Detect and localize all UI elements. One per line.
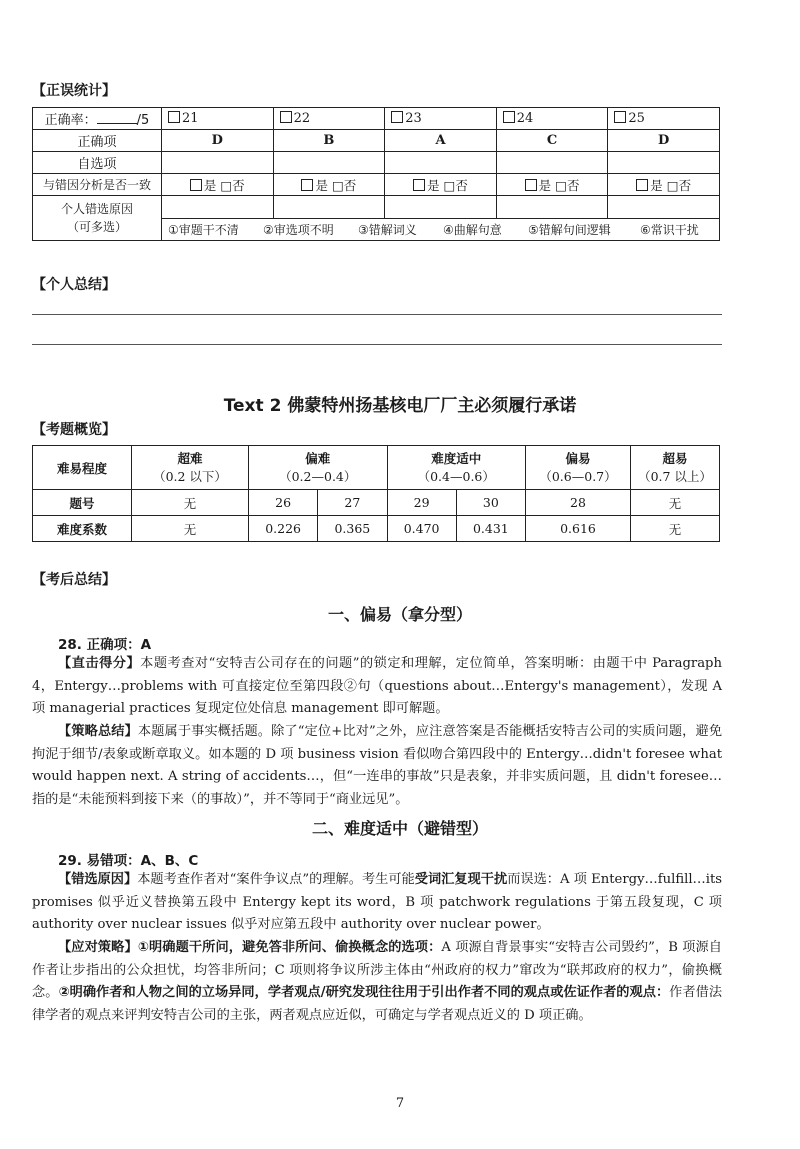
q24-header: 24 <box>496 108 608 130</box>
section-personal-summary: 【个人总结】 <box>32 277 116 293</box>
q25-header: 25 <box>608 108 720 130</box>
section-post-exam: 【考后总结】 <box>32 572 116 588</box>
reason-option[interactable]: ④曲解句意 <box>443 222 502 237</box>
write-line[interactable] <box>32 344 722 345</box>
section-correct-stats: 【正误统计】 <box>32 83 116 99</box>
q28-paragraph-2: 【策略总结】本题属于事实概括题。除了“定位+比对”之外，应注意答案是否能概括安特吉公司的实质问题，避免拘泥于细节/表象或断章取义。如本题的 D 项 business vision 看似吻合第四段中的 Entergy…didn't foresee what would happen next. A string of accidents…，但“一连串的事故”只是表象，并非实质问题，且 didn't foresee…指的是“未能预料到接下来（的事故）”，并不等同于“商业远见”。 <box>32 724 723 807</box>
accuracy-label: 正确率： <box>44 113 97 128</box>
question-number: 无 <box>132 490 249 516</box>
coefficient: 无 <box>132 516 249 542</box>
reason-option[interactable]: ⑥常识干扰 <box>640 222 699 237</box>
tag-label: 【直击得分】 <box>58 656 141 671</box>
reason-blank[interactable] <box>496 196 608 219</box>
q29-header: 29. 易错项：A、B、C <box>58 853 199 869</box>
question-number: 29 <box>387 490 456 516</box>
row-choice-label: 自选项 <box>33 152 162 174</box>
row-correct-label: 正确项 <box>33 130 162 152</box>
yes-no-cell[interactable]: 是 □否 <box>608 174 720 196</box>
yes-no-cell[interactable]: 是 □否 <box>385 174 497 196</box>
choice-cell[interactable] <box>162 152 274 174</box>
correct-answer: B <box>273 130 385 152</box>
q28-header: 28. 正确项：A <box>58 637 152 653</box>
checkbox[interactable] <box>301 179 313 191</box>
checkbox[interactable] <box>636 179 648 191</box>
tag-label: 【错选原因】 <box>58 872 138 887</box>
checkbox[interactable] <box>168 111 180 123</box>
row-reason-label: 个人错选原因 （可多选） <box>33 196 162 241</box>
correct-answer: D <box>162 130 274 152</box>
reason-option[interactable]: ③错解词义 <box>358 222 417 237</box>
accuracy-blank[interactable] <box>97 113 137 124</box>
correct-answer: D <box>608 130 720 152</box>
question-number: 28 <box>526 490 631 516</box>
difficulty-level: 超易 （0.7 以上） <box>631 446 720 490</box>
accuracy-cell <box>33 108 162 130</box>
checkbox[interactable] <box>503 111 515 123</box>
choice-cell[interactable] <box>385 152 497 174</box>
overview-table <box>32 445 720 542</box>
difficulty-level: 超难 （0.2 以下） <box>132 446 249 490</box>
section1-title: 一、偏易（拿分型） <box>327 605 472 624</box>
row-consistent-label: 与错因分析是否一致 <box>33 174 162 196</box>
q22-header: 22 <box>273 108 385 130</box>
checkbox[interactable] <box>280 111 292 123</box>
choice-cell[interactable] <box>496 152 608 174</box>
checkbox[interactable] <box>413 179 425 191</box>
coefficient: 0.431 <box>456 516 525 542</box>
coefficient: 0.365 <box>318 516 387 542</box>
reason-option[interactable]: ①审题干不清 <box>168 222 239 237</box>
coefficient: 0.616 <box>526 516 631 542</box>
question-number: 30 <box>456 490 525 516</box>
write-line[interactable] <box>32 314 722 315</box>
checkbox[interactable] <box>391 111 403 123</box>
page-number: 7 <box>395 1096 405 1111</box>
row-difficulty-label: 难易程度 <box>33 446 132 490</box>
checkbox[interactable] <box>190 179 202 191</box>
correct-answer: A <box>385 130 497 152</box>
choice-cell[interactable] <box>273 152 385 174</box>
q29-paragraph-1: 【错选原因】本题考查作者对“案件争议点”的理解。考生可能受词汇复现干扰而误选：A 项 Entergy…fulfill…its promises 似乎近义替换第五段中 Entergy kept its word，B 项 patchwork regulations 于第五段复现，C 项 authority over nuclear issues 似乎对应第五段中 authority over nuclear power。 <box>32 872 723 932</box>
q21-header: 21 <box>162 108 274 130</box>
yes-no-cell[interactable]: 是 □否 <box>273 174 385 196</box>
yes-no-cell[interactable]: 是 □否 <box>162 174 274 196</box>
question-number: 26 <box>249 490 318 516</box>
coefficient: 0.226 <box>249 516 318 542</box>
reason-option[interactable]: ⑤错解句间逻辑 <box>528 222 611 237</box>
question-number: 27 <box>318 490 387 516</box>
reason-option[interactable]: ②审选项不明 <box>263 222 334 237</box>
tag-label: 【策略总结】 <box>58 724 138 739</box>
tag-label: 【应对策略】 <box>58 940 138 955</box>
difficulty-level: 偏易 （0.6—0.7） <box>526 446 631 490</box>
stats-table <box>32 107 720 241</box>
reason-options <box>162 218 720 241</box>
row-coefficient-label: 难度系数 <box>33 516 132 542</box>
reason-blank[interactable] <box>608 196 720 219</box>
question-number: 无 <box>631 490 720 516</box>
section-overview: 【考题概览】 <box>32 422 116 438</box>
checkbox[interactable] <box>614 111 626 123</box>
coefficient: 无 <box>631 516 720 542</box>
reason-blank[interactable] <box>273 196 385 219</box>
coefficient: 0.470 <box>387 516 456 542</box>
section2-title: 二、难度适中（避错型） <box>311 819 488 838</box>
row-question-label: 题号 <box>33 490 132 516</box>
yes-no-cell[interactable]: 是 □否 <box>496 174 608 196</box>
reason-blank[interactable] <box>162 196 274 219</box>
difficulty-level: 难度适中 （0.4—0.6） <box>387 446 526 490</box>
difficulty-level: 偏难 （0.2—0.4） <box>249 446 388 490</box>
accuracy-suffix: /5 <box>136 113 150 128</box>
correct-answer: C <box>496 130 608 152</box>
reason-blank[interactable] <box>385 196 497 219</box>
q29-paragraph-2: 【应对策略】①明确题干所问，避免答非所问、偷换概念的选项：A 项源自背景事实“安特吉公司毁约”，B 项源自作者让步指出的公众担忧，均答非所问；C 项则将争议所涉主体由“州政府的权力”窜改为“联邦政府的权力”，偷换概念。②明确作者和人物之间的立场异同，学者观点/研究发现往往用于引出作者不同的观点或佐证作者的观点：作者借法律学者的观点来评判安特吉公司的主张，两者观点应近似，可确定与学者观点近义的 D 项正确。 <box>32 940 723 1023</box>
q28-paragraph-1: 【直击得分】本题考查对“安特吉公司存在的问题”的锁定和理解，定位简单，答案明晰：由题干中 Paragraph 4，Entergy…problems with 可直接定位至第四段②句（questions about…Entergy's management），发现 A 项 managerial practices 复现定位处信息 management 即可解题。 <box>32 656 722 716</box>
q23-header: 23 <box>385 108 497 130</box>
checkbox[interactable] <box>525 179 537 191</box>
choice-cell[interactable] <box>608 152 720 174</box>
text-title: Text 2 佛蒙特州扬基核电厂厂主必须履行承诺 <box>223 396 577 416</box>
